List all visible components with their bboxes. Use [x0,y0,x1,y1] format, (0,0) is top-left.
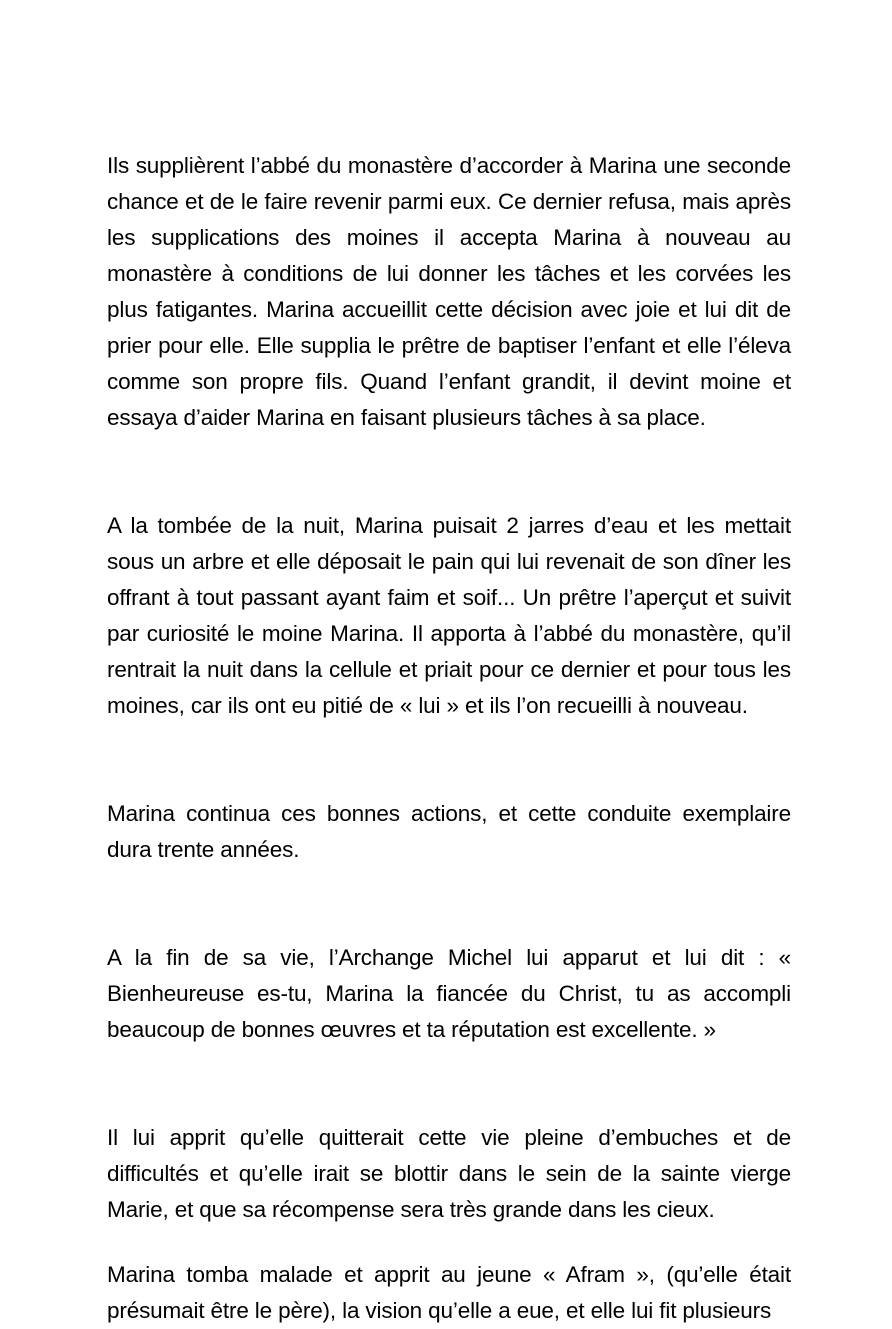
paragraph-2: A la tombée de la nuit, Marina puisait 2 jarres d’eau et les mettait sous un arbre et elle déposait le pain qui lui revenait de son dîner les offrant à tout passant ayant faim et soif... Un prêtre l’aperçut et suivit par curiosité le moine Marina. Il apporta à l’abbé du monastère, qu’il rentrait la nuit dans la cellule et priait pour ce dernier et pour tous les moines, car ils ont eu pitié de « lui » et ils l’on recueilli à nouveau. [107,513,791,718]
paragraph-6: Marina tomba malade et apprit au jeune « Afram », (qu’elle était présumait être le père), la vision qu’elle a eue, et elle lui fit plusieurs [107,1262,791,1323]
paragraph-5: Il lui apprit qu’elle quitterait cette vie pleine d’embuches et de difficultés et qu’elle irait se blottir dans le sein de la sainte vierge Marie, et que sa récompense sera très grande dans les cieux. [107,1125,791,1222]
paragraph-3: Marina continua ces bonnes actions, et cette conduite exemplaire dura trente années. [107,801,791,862]
paragraph-1: Ils supplièrent l’abbé du monastère d’accorder à Marina une seconde chance et de le faire revenir parmi eux. Ce dernier refusa, mais après les supplications des moines il accepta Marina à nouveau au monastère à conditions de lui donner les tâches et les corvées les plus fatigantes. Marina accueillit cette décision avec joie et lui dit de prier pour elle. Elle supplia le prêtre de baptiser l’enfant et elle l’éleva comme son propre fils. Quand l’enfant grandit, il devint moine et essaya d’aider Marina en faisant plusieurs tâches à sa place. [107,153,791,430]
paragraph-4: A la fin de sa vie, l’Archange Michel lui apparut et lui dit : « Bienheureuse es-tu, Marina la fiancée du Christ, tu as accompli beaucoup de bonnes œuvres et ta réputation est excellente. » [107,945,791,1042]
body-text-column [107,148,791,1329]
